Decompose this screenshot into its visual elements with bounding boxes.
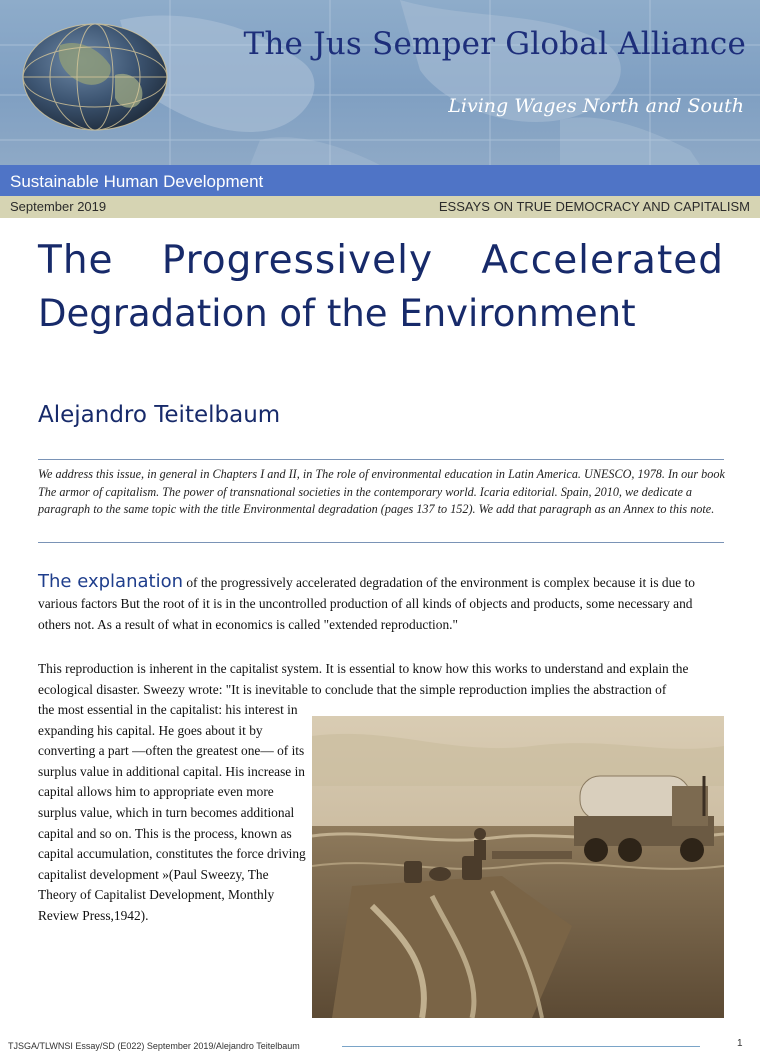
footer-citation: TJSGA/TLWNSI Essay/SD (E022) September 2019/Alejandro Teitelbaum bbox=[8, 1041, 300, 1051]
footer-rule bbox=[342, 1046, 700, 1047]
paragraph-1-text: of the progressively accelerated degradation of the environment is complex because it is due to various factors But the root of it is in the uncontrolled production of all kinds of objects and products, some necessary and others not. As a result of what in economics is called "extended reproduction." bbox=[38, 575, 695, 632]
abstract-note: We address this issue, in general in Chapters I and II, in The role of environmental education in Latin America. UNESCO, 1978. In our book The armor of capitalism. The power of transnational societies in the contemporary world. Icaria editorial. Spain, 2010, we dedicate a paragraph to the same topic with the title Environmental degradation (pages 137 to 152). We add that paragraph as an Annex to this note. bbox=[38, 467, 725, 516]
page-number: 1 bbox=[737, 1038, 743, 1049]
divider bbox=[38, 459, 724, 460]
paragraph-1 bbox=[38, 571, 728, 635]
article-title-line-2: Degradation of the Environment bbox=[38, 292, 636, 335]
author-name: Alejandro Teitelbaum bbox=[38, 402, 281, 428]
title-word: Progressively bbox=[161, 238, 434, 283]
title-word: Accelerated bbox=[481, 238, 724, 283]
lead-phrase: The explanation bbox=[38, 571, 183, 592]
title-word: The bbox=[38, 238, 114, 283]
series-label: ESSAYS ON TRUE DEMOCRACY AND CAPITALISM bbox=[438, 199, 750, 214]
globe-icon bbox=[20, 20, 170, 135]
site-subtitle: Living Wages North and South bbox=[448, 95, 744, 117]
article-title-line-1 bbox=[38, 238, 724, 283]
paragraph-2-column: the most essential in the capitalist: his interest in expanding his capital. He goes about it by converting a part —often the greatest one— of its surplus value in additional capital. His increase in capital allows him to appropriate even more surplus value, which in turn becomes additional capital and so on. This is the process, known as capital accumulation, constitutes the force driving capitalist development »(Paul Sweezy, The Theory of Capitalist Development, Monthly Review Press,1942). bbox=[38, 702, 306, 923]
environment-photo bbox=[312, 716, 724, 1018]
issue-date: September 2019 bbox=[10, 199, 107, 214]
paragraph-2: This reproduction is inherent in the capitalist system. It is essential to know how this works to understand and explain the ecological disaster. Sweezy wrote: "It is inevitable to conclude that the simple reproduction implies the abstraction of bbox=[38, 661, 689, 697]
header-banner bbox=[0, 0, 760, 165]
section-title: Sustainable Human Development bbox=[10, 172, 264, 191]
divider bbox=[38, 542, 724, 543]
site-title: The Jus Semper Global Alliance bbox=[243, 26, 746, 62]
